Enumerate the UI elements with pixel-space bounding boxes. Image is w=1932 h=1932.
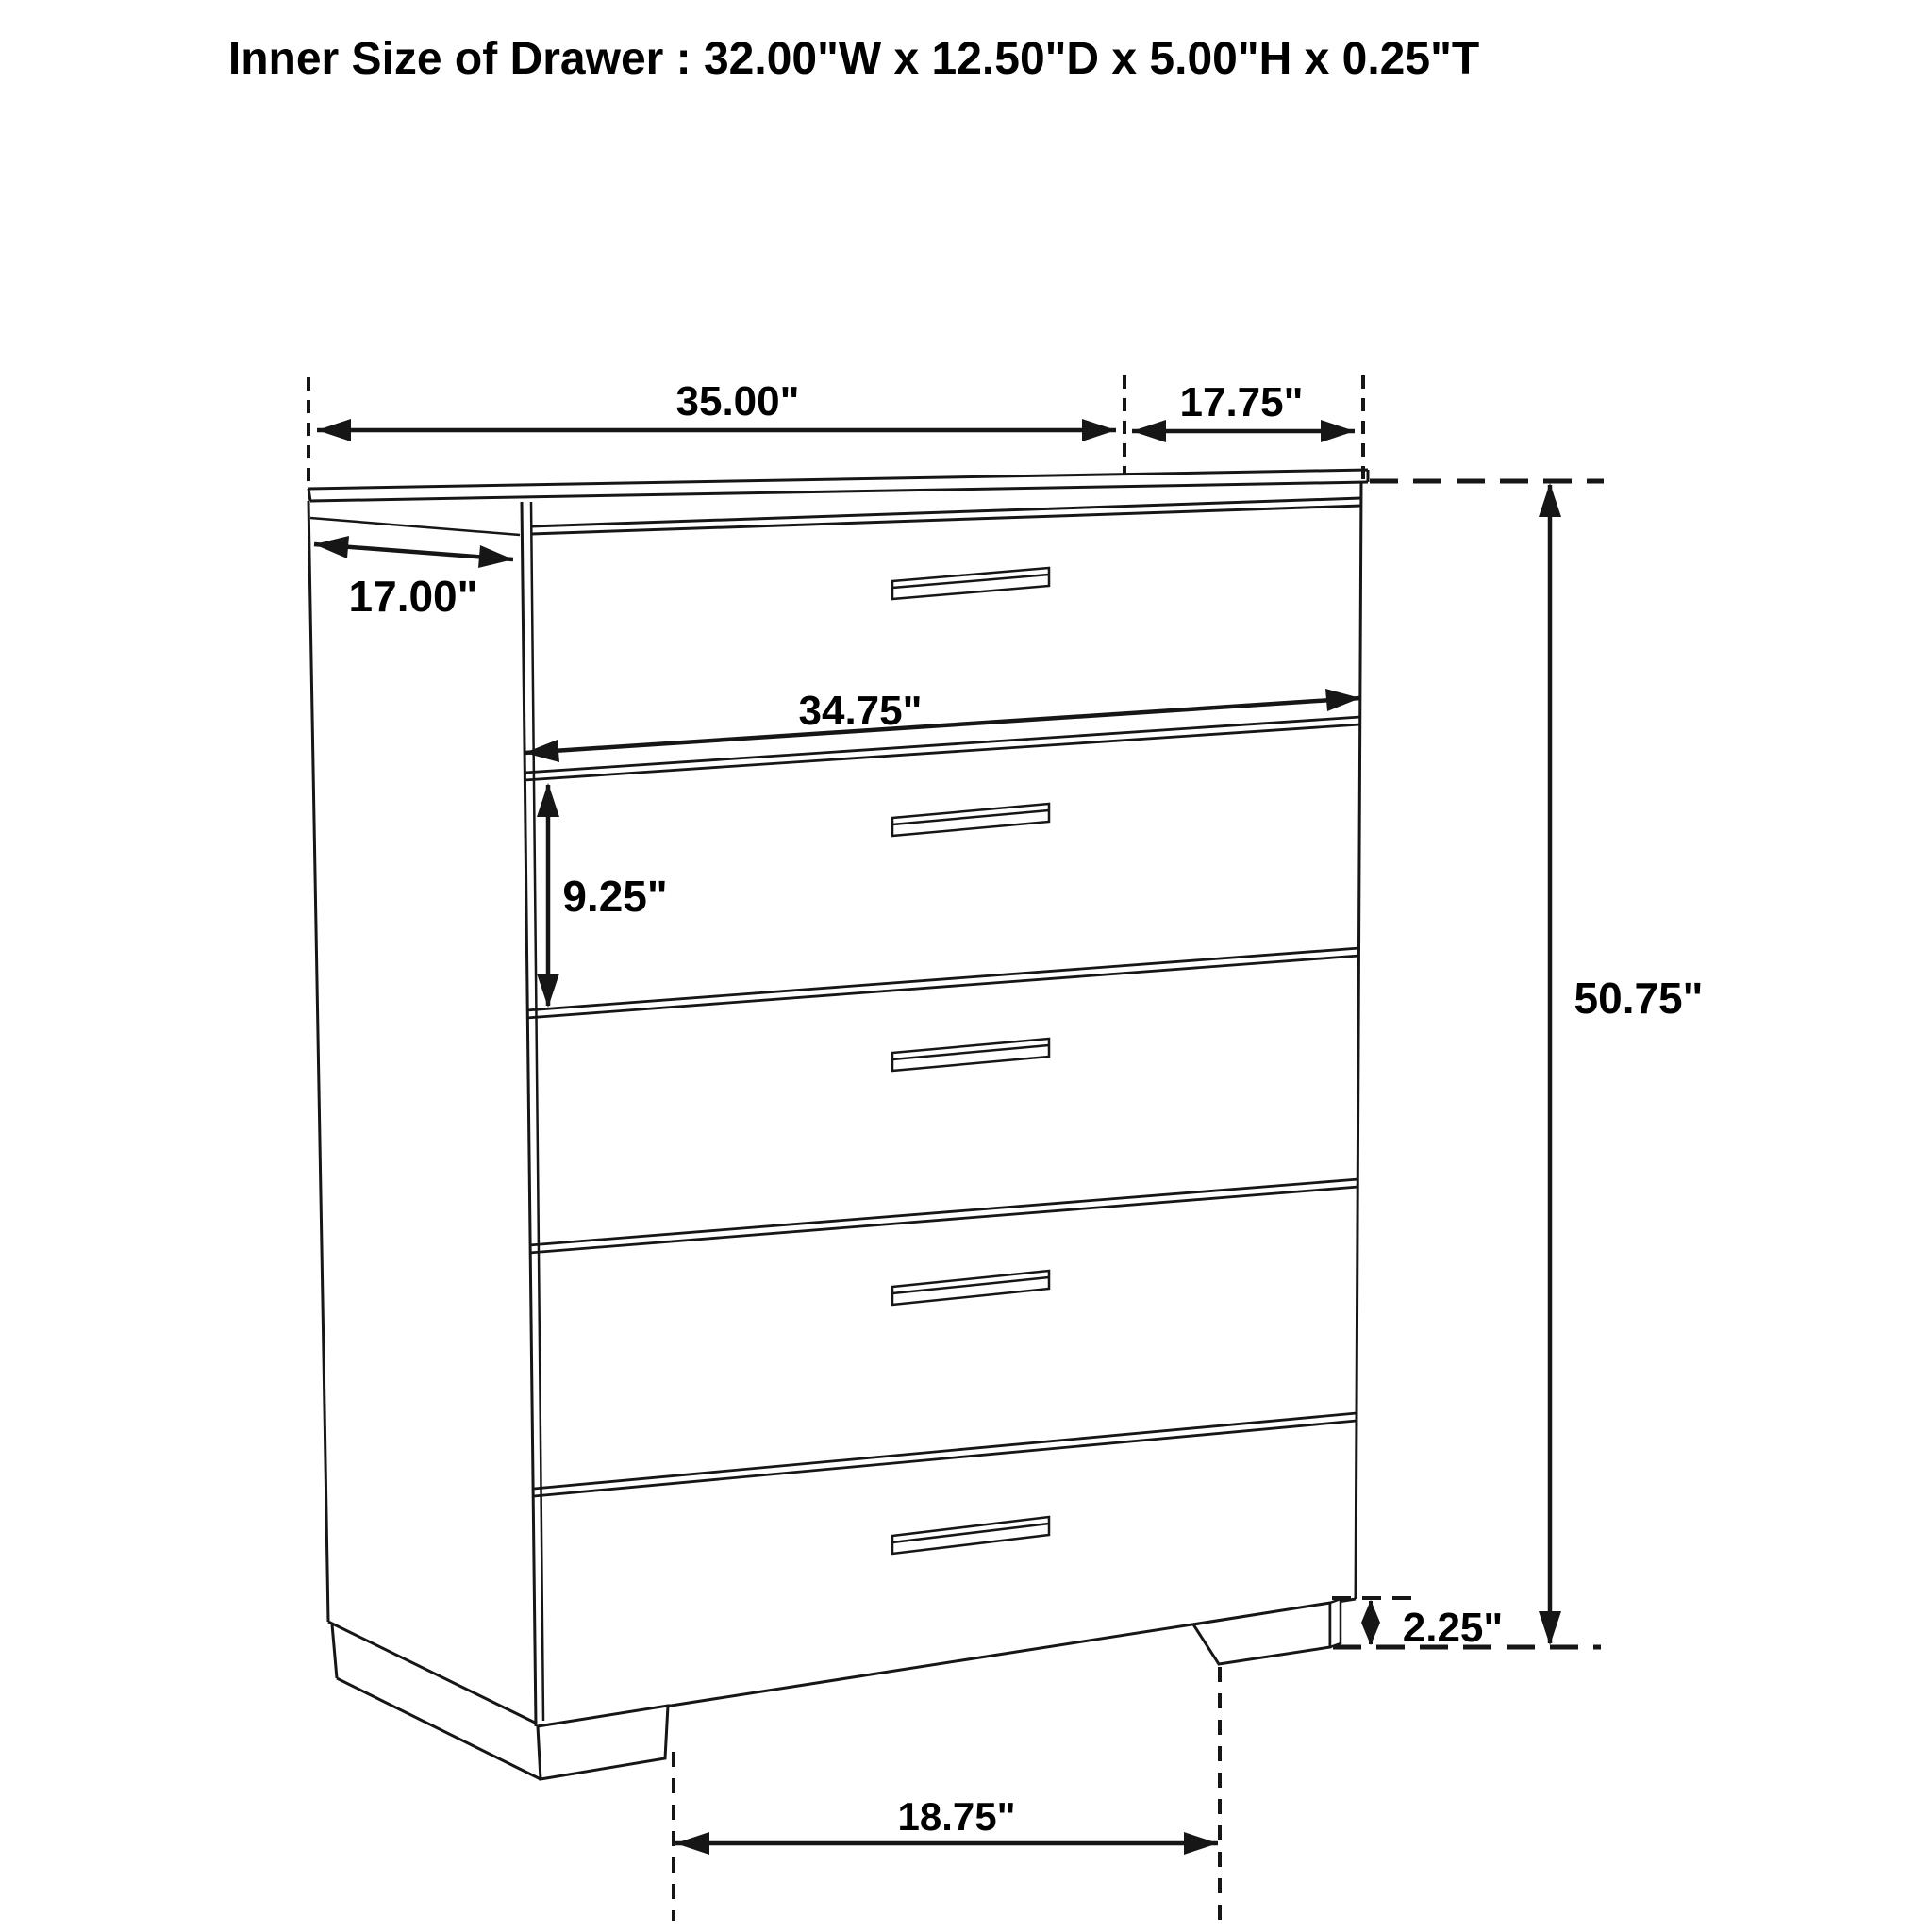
extension-lines xyxy=(308,375,1604,1921)
arrowhead-right-icon xyxy=(1184,1832,1218,1855)
arrowhead-right-icon xyxy=(1325,689,1360,711)
arrowhead-right-icon xyxy=(478,545,513,568)
dim-top-width xyxy=(317,378,1116,441)
diagram-title: Inner Size of Drawer : 32.00"W x 12.50"D x 5.00"H x 0.25"T xyxy=(227,34,1480,84)
right-foot-side xyxy=(1330,1599,1341,1647)
gap-line xyxy=(525,724,1360,780)
dim-overall-height xyxy=(1539,483,1703,1645)
gap-line xyxy=(534,1421,1357,1496)
arrowhead-down-icon xyxy=(1539,1611,1561,1645)
drawer-3-handle xyxy=(892,1039,1049,1071)
gap-line xyxy=(529,1187,1358,1253)
left-foot xyxy=(538,1706,668,1779)
chest-drawing xyxy=(308,470,1368,1779)
dim-top-width-label: 35.00" xyxy=(675,378,800,425)
dim-base-height-label: 2.25" xyxy=(1402,1605,1504,1651)
arrowhead-up-icon xyxy=(1361,1600,1380,1623)
dim-side-depth-label: 17.00" xyxy=(348,572,478,621)
dim-drawer-height-label: 9.25" xyxy=(562,872,668,921)
drawer-1-handle xyxy=(892,568,1049,599)
side-panel xyxy=(308,501,535,1723)
top-panel-left-cap xyxy=(308,489,310,501)
dim-base-height xyxy=(1361,1600,1503,1651)
dim-side-depth xyxy=(314,536,513,621)
drawer-5-handle xyxy=(892,1517,1049,1554)
drawer-4-handle xyxy=(892,1271,1049,1305)
dim-drawer-width-label: 34.75" xyxy=(798,688,923,734)
gap-line xyxy=(534,1413,1357,1489)
arrowhead-right-icon xyxy=(1321,420,1355,442)
top-rail-upper-line xyxy=(531,498,1361,526)
dim-drawer-height xyxy=(537,783,668,1008)
drawer-gap-4 xyxy=(534,1413,1357,1496)
arrowhead-down-icon xyxy=(1361,1623,1380,1645)
arrowhead-up-icon xyxy=(537,783,559,817)
top-panel xyxy=(308,470,1368,501)
top-rail-lower-line xyxy=(531,506,1361,534)
side-panel-top-edge xyxy=(310,518,520,535)
gap-line xyxy=(529,1179,1358,1245)
dim-top-depth-label: 17.75" xyxy=(1179,379,1304,425)
side-panel-outer-edge xyxy=(308,501,328,1622)
arrowhead-down-icon xyxy=(537,974,559,1008)
right-foot xyxy=(1193,1603,1330,1664)
plinth-left-cap xyxy=(332,1624,337,1678)
arrowhead-left-icon xyxy=(1132,420,1166,442)
gap-line xyxy=(526,956,1359,1018)
dim-leg-spacing-label: 18.75" xyxy=(897,1794,1016,1839)
front-right-edge xyxy=(1356,482,1361,1599)
dim-overall-height-label: 50.75" xyxy=(1574,974,1704,1023)
dim-leg-spacing xyxy=(675,1794,1218,1855)
arrowhead-left-icon xyxy=(317,419,351,441)
arrowhead-right-icon xyxy=(1082,419,1116,441)
gap-line xyxy=(526,948,1359,1010)
arrowhead-left-icon xyxy=(675,1832,709,1855)
arrowhead-left-icon xyxy=(525,740,559,762)
drawer-2-handle xyxy=(892,804,1049,836)
drawer-gap-3 xyxy=(529,1179,1358,1253)
dim-top-depth xyxy=(1132,379,1355,442)
drawer-gap-2 xyxy=(526,948,1359,1018)
side-panel-bottom-edge xyxy=(328,1622,535,1723)
plinth-bottom-left-edge xyxy=(337,1678,541,1779)
arrowhead-up-icon xyxy=(1539,483,1561,517)
arrowhead-left-icon xyxy=(314,536,349,558)
